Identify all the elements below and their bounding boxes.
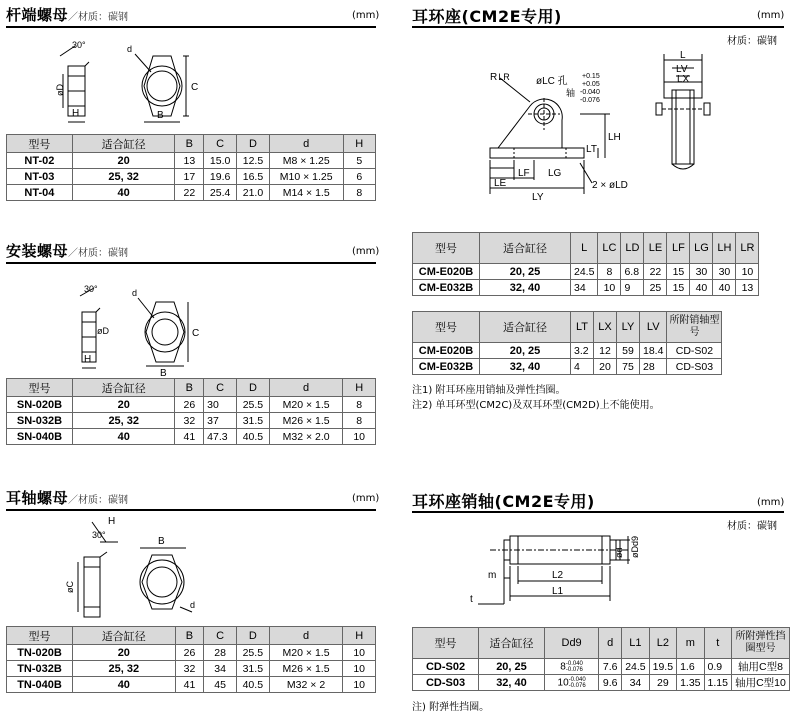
cds-col-D: Dd9 [544,628,598,659]
cme2-cell: 18.4 [640,343,667,359]
cds-cell: 7.6 [599,659,622,675]
nt-cell: 22 [175,185,204,201]
cds-tol-upper: -0.040 [565,660,583,667]
table-row [7,429,376,445]
cme1-cell: 40 [690,280,713,296]
sn-title [6,240,128,261]
cme-tol-2: +0.05 [582,81,600,88]
cme-dim-LD: 2 × øLD [592,180,628,191]
nt-col-d: d [269,135,343,153]
cds-dim-D: øDd9 [630,535,640,558]
cds-col-t: t [704,628,731,659]
sn-cell: 10 [343,429,376,445]
cme2-cell: 20, 25 [480,343,571,359]
sn-cell: 25, 32 [72,413,175,429]
sn-cell: 8 [343,413,376,429]
table-row [413,359,722,375]
cme1-cell: 30 [713,264,736,280]
cme1-cell: 40 [713,280,736,296]
tn-col-C: C [204,627,237,645]
cds-cell: 轴用C型8 [731,659,789,675]
cme-header-row-1 [413,233,759,264]
table-row [413,675,790,691]
tn-cell: 41 [175,677,204,693]
table-row [7,677,376,693]
tn-unit: (mm) [352,493,380,504]
cme2-col-LX: LX [594,312,617,343]
cme-tol-1: +0.15 [582,73,600,80]
cme2-cell: 59 [617,343,640,359]
table-row [7,661,376,677]
cme1-cell: 8 [598,264,621,280]
nt-cell: 6 [343,169,375,185]
cme2-cell: CM-E032B [413,359,480,375]
tn-cell: 25, 32 [73,661,176,677]
cds-cell: 20, 25 [479,659,545,675]
cds-title: 耳环座销轴(CM2E专用) [412,492,595,511]
cds-drawing [460,526,710,616]
sn-col-model: 型号 [7,379,73,397]
cme2-cell: CD-S03 [667,359,722,375]
tn-dim-d: d [190,600,196,610]
cds-D-tolerance [566,661,583,673]
nt-cell: 17 [175,169,204,185]
cds-D-value: 10 [557,677,569,689]
tn-header-row [7,627,376,645]
table-row [413,343,722,359]
cme-dim-LC: øLC 孔 [536,76,568,87]
cds-cell: 9.6 [599,675,622,691]
sn-cell: 25.5 [237,397,270,413]
table-row [7,169,376,185]
cme2-col-LV: LV [640,312,667,343]
nt-cell: NT-04 [7,185,73,201]
nt-cell: M14 × 1.5 [269,185,343,201]
tn-table [6,626,376,693]
table-row [413,659,790,675]
nt-cell: M10 × 1.25 [269,169,343,185]
nt-col-H: H [343,135,375,153]
cme1-col-model: 型号 [413,233,480,264]
cme1-col-L: L [571,233,598,264]
tn-cell: 26 [175,645,204,661]
cme1-cell: 20, 25 [480,264,571,280]
cme1-cell: CM-E020B [413,264,480,280]
tn-col-H: H [343,627,376,645]
nt-col-model: 型号 [7,135,73,153]
cme-dim-R-sub: LR [498,72,510,82]
tn-cell: 34 [204,661,237,677]
nt-cell: 12.5 [237,153,270,169]
nt-dim-angle: 30° [72,40,86,50]
cme-rule [412,26,784,28]
sn-cell: M26 × 1.5 [269,413,343,429]
tn-cell: 25.5 [236,645,269,661]
cme-title: 耳环座(CM2E专用) [412,7,562,26]
cds-cell: 29 [649,675,676,691]
cme-unit: (mm) [757,10,785,21]
nt-cell: 13 [175,153,204,169]
sn-cell: 26 [175,397,204,413]
cme2-col-model: 型号 [413,312,480,343]
tn-cell: 10 [343,645,376,661]
nt-cell: 25, 32 [72,169,175,185]
tn-cell: 40.5 [236,677,269,693]
tn-dim-C: øC [65,581,75,593]
cme1-cell: 13 [736,280,759,296]
nt-title-text: 杆端螺母 [6,6,69,24]
sn-cell: 20 [72,397,175,413]
tn-material: ／材质：碳钢 [68,495,129,506]
nt-cell: 19.6 [204,169,237,185]
nt-col-B: B [175,135,204,153]
cds-note: 注) 附弹性挡圈。 [412,702,490,713]
cme-dim-LH: LH [608,132,621,143]
table-row [413,280,759,296]
nt-dim-B: B [157,110,164,121]
cme-tol-4: -0.076 [580,97,600,104]
cme1-cell: 22 [644,264,667,280]
cds-cell: 19.5 [649,659,676,675]
cme-dim-R [490,72,510,83]
nt-rule [6,26,376,28]
tn-rule [6,509,376,511]
nt-cell: 20 [72,153,175,169]
nt-header-row [7,135,376,153]
cme1-col-LE: LE [644,233,667,264]
tn-col-B: B [175,627,204,645]
tn-col-model: 型号 [7,627,73,645]
nt-dim-C: C [191,82,199,93]
table-row [7,153,376,169]
cme-dim-LG: LG [548,168,562,179]
sn-cell: M20 × 1.5 [269,397,343,413]
cds-cell: CD-S02 [413,659,479,675]
cds-cell: 0.9 [704,659,731,675]
cds-tol-lower: -0.076 [568,682,586,689]
cds-col-bore: 适合缸径 [479,628,545,659]
tn-cell: M20 × 1.5 [269,645,343,661]
cme1-cell: 6.8 [621,264,644,280]
cds-tol-lower: -0.076 [565,666,583,673]
sn-rule [6,262,376,264]
cme-drawing [420,48,790,218]
nt-col-bore: 适合缸径 [72,135,175,153]
nt-cell: 8 [343,185,375,201]
sn-col-D: D [237,379,270,397]
tn-cell: M32 × 2 [269,677,343,693]
cds-D-tolerance [569,677,586,689]
cds-col-L1: L1 [622,628,649,659]
cme1-col-LH: LH [713,233,736,264]
cme1-cell: 9 [621,280,644,296]
cme1-cell: 25 [644,280,667,296]
nt-cell: 16.5 [237,169,270,185]
cds-cell: 34 [622,675,649,691]
cds-col-L2: L2 [649,628,676,659]
cme2-cell: 75 [617,359,640,375]
tn-col-D: D [236,627,269,645]
cds-cell-D [544,675,598,691]
tn-dim-angle: 30° [92,530,106,540]
cds-col-d: d [599,628,622,659]
cme-material: 材质：碳钢 [727,36,777,47]
cme-dim-LY: LY [532,192,544,203]
nt-col-D: D [237,135,270,153]
tn-cell: 32 [175,661,204,677]
cme1-col-LC: LC [598,233,621,264]
cds-dim-L1: L1 [552,586,564,597]
nt-cell: 25.4 [204,185,237,201]
cme2-cell: 28 [640,359,667,375]
cme1-col-bore: 适合缸径 [480,233,571,264]
cme1-cell: 15 [667,264,690,280]
cds-table [412,627,790,691]
cds-cell: CD-S03 [413,675,479,691]
sn-cell: SN-040B [7,429,73,445]
cme2-cell: CD-S02 [667,343,722,359]
nt-unit: (mm) [352,10,380,21]
nt-cell: 15.0 [204,153,237,169]
nt-dim-d: d [127,44,133,54]
tn-cell: 10 [343,661,376,677]
cds-col-m: m [677,628,704,659]
cme-dim-R-letter: R [490,72,498,83]
sn-col-bore: 适合缸径 [72,379,175,397]
sn-material: ／材质：碳钢 [68,248,129,259]
sn-cell: 8 [343,397,376,413]
tn-dim-H: H [108,516,116,527]
tn-cell: 31.5 [236,661,269,677]
tn-cell: 45 [204,677,237,693]
tn-cell: 10 [343,677,376,693]
cds-col-model: 型号 [413,628,479,659]
nt-dim-D: øD [55,84,65,96]
cds-cell: 1.35 [677,675,704,691]
sn-col-H: H [343,379,376,397]
cme2-col-bore: 适合缸径 [480,312,571,343]
nt-table [6,134,376,201]
cme-dim-LX: LX [677,74,690,85]
sn-cell: SN-020B [7,397,73,413]
cme-note-2: 注2) 单耳环型(CM2C)及双耳环型(CM2D)上不能使用。 [412,400,660,411]
cds-cell-D [544,659,598,675]
cme-table-2 [412,311,722,375]
cme-table-1 [412,232,759,296]
cds-rule [412,511,784,513]
sn-dim-C: C [192,328,200,339]
sn-col-C: C [204,379,237,397]
tn-title-text: 耳轴螺母 [6,489,69,507]
sn-unit: (mm) [352,246,380,257]
sn-cell: 37 [204,413,237,429]
cme-dim-LE: LE [494,178,507,189]
sn-cell: 40 [72,429,175,445]
tn-cell: 28 [204,645,237,661]
sn-col-B: B [175,379,204,397]
cme-dim-LF: LF [518,168,530,179]
tn-cell: TN-032B [7,661,73,677]
cme1-cell: 24.5 [571,264,598,280]
cme1-cell: 30 [690,264,713,280]
cme2-cell: CM-E020B [413,343,480,359]
cme-dim-LT: LT [586,144,597,155]
cds-cell: 1.6 [677,659,704,675]
cds-dim-d: ød [614,547,624,558]
cme1-cell: 10 [598,280,621,296]
cme-tol-3: -0.040 [580,89,600,96]
sn-dim-d: d [132,288,138,298]
nt-drawing [55,36,255,131]
sn-table [6,378,376,445]
sn-cell: 47.3 [204,429,237,445]
sn-dim-D: øD [97,326,109,336]
tn-drawing [62,512,262,622]
sn-title-text: 安装螺母 [6,242,69,260]
cds-material: 材质：碳钢 [727,521,777,532]
table-row [7,397,376,413]
tn-cell: 40 [73,677,176,693]
cme1-col-LR: LR [736,233,759,264]
tn-title [6,487,128,508]
tn-cell: M26 × 1.5 [269,661,343,677]
cds-cell: 1.15 [704,675,731,691]
cme2-cell: 3.2 [571,343,594,359]
cme-note-1: 注1) 附耳环座用销轴及弹性挡圈。 [412,385,566,396]
sn-cell: 40.5 [237,429,270,445]
cds-header-row [413,628,790,659]
cme2-cell: 32, 40 [480,359,571,375]
cds-dim-L2: L2 [552,570,564,581]
sn-cell: M32 × 2.0 [269,429,343,445]
nt-col-C: C [204,135,237,153]
tn-dim-B: B [158,536,165,547]
sn-cell: 41 [175,429,204,445]
nt-cell: NT-02 [7,153,73,169]
cds-cell: 24.5 [622,659,649,675]
cme-dim-LV: LV [676,64,688,75]
cds-tol-upper: -0.040 [568,676,586,683]
cds-col-ring: 所附弹性挡圈型号 [731,628,789,659]
tn-cell: TN-040B [7,677,73,693]
tn-cell: 20 [73,645,176,661]
cme1-cell: 32, 40 [480,280,571,296]
nt-dim-H: H [72,108,80,119]
cme1-cell: 34 [571,280,598,296]
nt-cell: M8 × 1.25 [269,153,343,169]
tn-col-d: d [269,627,343,645]
table-row [7,413,376,429]
tn-col-bore: 适合缸径 [73,627,176,645]
nt-material: ／材质：碳钢 [68,12,129,23]
table-row [7,645,376,661]
nt-cell: 21.0 [237,185,270,201]
cds-cell: 32, 40 [479,675,545,691]
cme-header-row-2 [413,312,722,343]
table-row [413,264,759,280]
cme1-col-LG: LG [690,233,713,264]
sn-cell: 31.5 [237,413,270,429]
cds-D-value: 8 [560,661,566,673]
cme-dim-L: L [680,50,686,61]
cme2-cell: 20 [594,359,617,375]
sn-header-row [7,379,376,397]
sn-drawing [70,282,270,377]
sn-dim-B: B [160,368,167,379]
cds-unit: (mm) [757,497,785,508]
cds-dim-m: m [488,570,497,581]
table-row [7,185,376,201]
nt-cell: 40 [72,185,175,201]
cme2-col-LY: LY [617,312,640,343]
cme1-col-LF: LF [667,233,690,264]
cme2-cell: 4 [571,359,594,375]
cds-dim-t: t [470,594,473,605]
tn-cell: TN-020B [7,645,73,661]
cme1-cell: CM-E032B [413,280,480,296]
sn-cell: 30 [204,397,237,413]
cme1-cell: 15 [667,280,690,296]
sn-dim-H: H [84,354,92,365]
cme2-cell: 12 [594,343,617,359]
nt-cell: 5 [343,153,375,169]
cme2-col-LT: LT [571,312,594,343]
sn-cell: SN-032B [7,413,73,429]
cds-cell: 轴用C型10 [731,675,789,691]
cme1-col-LD: LD [621,233,644,264]
cme-shaft: 轴 [566,88,576,98]
cme2-col-pin: 所附销轴型号 [667,312,722,343]
sn-cell: 32 [175,413,204,429]
sn-col-d: d [269,379,343,397]
sn-dim-angle: 30° [84,284,98,294]
nt-title [6,4,128,25]
nt-cell: NT-03 [7,169,73,185]
cme1-cell: 10 [736,264,759,280]
